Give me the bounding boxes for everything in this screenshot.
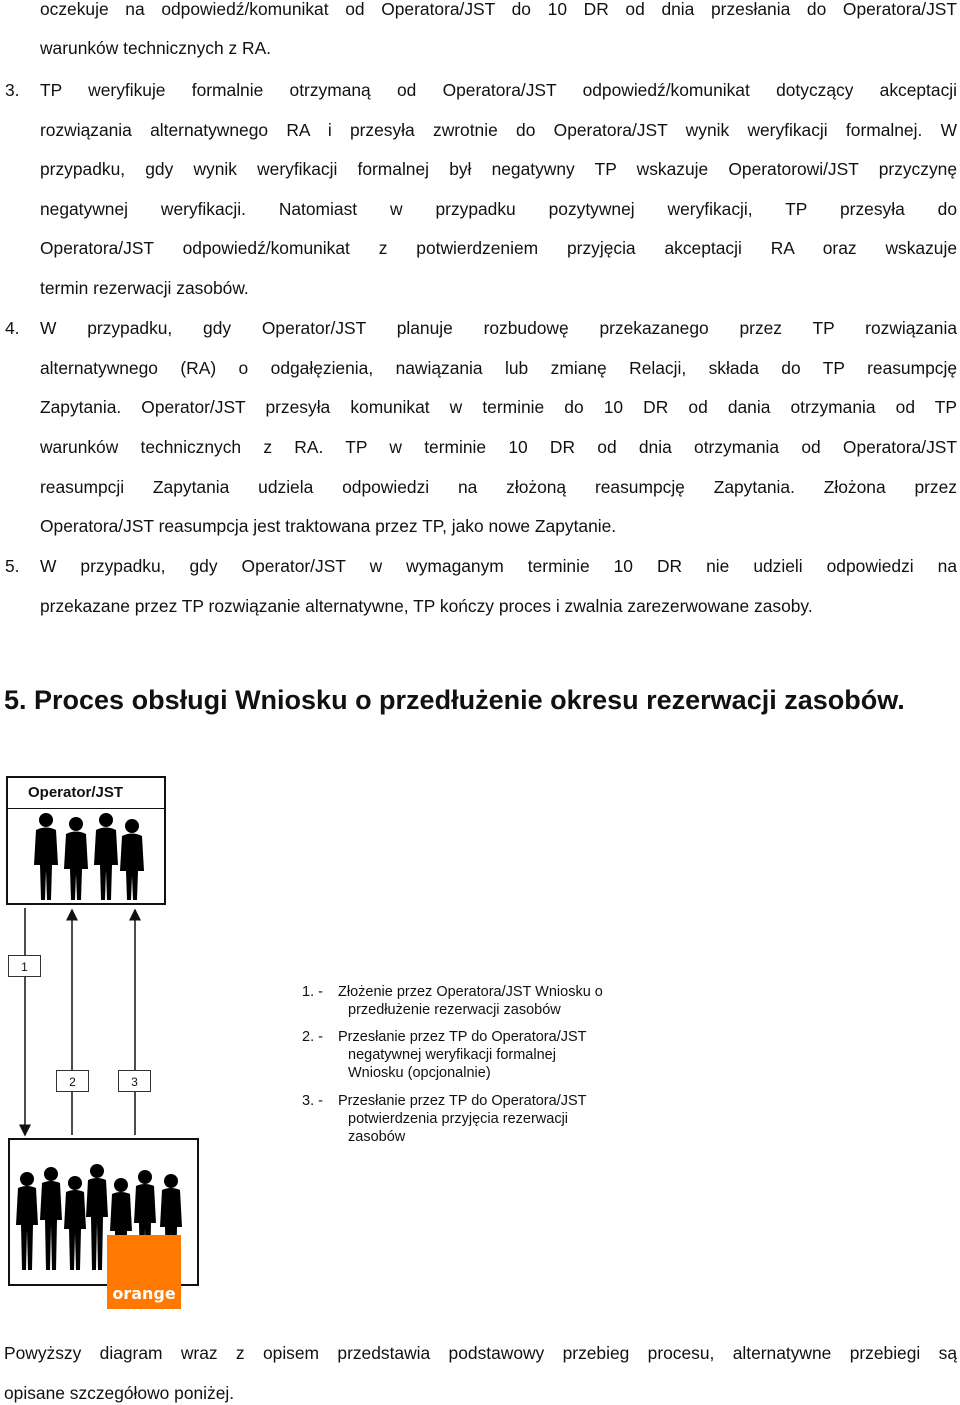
- text-line: przypadku, gdy wynik weryfikacji formalnej był negatywny TP wskazuje Operatorowi/JST przyczynę: [40, 159, 957, 179]
- text-line: W przypadku, gdy Operator/JST w wymaganym terminie 10 DR nie udzieli odpowiedzi na: [40, 556, 957, 576]
- step-label-1: 1: [8, 955, 41, 977]
- step-text-line: przedłużenie rezerwacji zasobów: [348, 1002, 561, 1018]
- step-description-2: [302, 1028, 587, 1082]
- operator-label: Operator/JST: [8, 778, 164, 809]
- text-line: przekazane przez TP rozwiązanie alternatywne, TP kończy proces i zwalnia zarezerwowane zasoby.: [40, 596, 813, 616]
- orange-logo-text: orange: [112, 1284, 176, 1303]
- step-description-1: [302, 983, 603, 1019]
- text-line: warunków technicznych z RA. TP w terminie 10 DR od dnia otrzymania od Operatora/JST: [40, 437, 957, 457]
- text-line: rozwiązania alternatywnego RA i przesyła zwrotnie do Operatora/JST wynik weryfikacji formalnej. W: [40, 120, 957, 140]
- step-number: 1. -: [302, 984, 323, 1000]
- text-line: warunków technicznych z RA.: [40, 38, 272, 58]
- text-line: TP weryfikuje formalnie otrzymaną od Operatora/JST odpowiedź/komunikat dotyczący akceptacji: [40, 80, 957, 100]
- text-line: Operatora/JST odpowiedź/komunikat z potwierdzeniem przyjęcia akceptacji RA oraz wskazuje: [40, 238, 957, 258]
- text-line: Powyższy diagram wraz z opisem przedstawia podstawowy przebieg procesu, alternatywne przebiegi są: [4, 1343, 957, 1363]
- list-number: 3.: [5, 80, 20, 100]
- process-diagram: [0, 770, 700, 1315]
- step-description-3: [302, 1092, 587, 1146]
- text-line: W przypadku, gdy Operator/JST planuje rozbudowę przekazanego przez TP rozwiązania: [40, 318, 957, 338]
- step-text-line: zasobów: [348, 1129, 406, 1145]
- text-line: reasumpcji Zapytania udziela odpowiedzi na złożoną reasumpcję Zapytania. Złożona przez: [40, 477, 957, 497]
- step-text-line: Wniosku (opcjonalnie): [348, 1065, 491, 1081]
- people-icon: [8, 810, 164, 902]
- step-label-2: 2: [56, 1070, 89, 1092]
- text-line: negatywnej weryfikacji. Natomiast w przypadku pozytywnej weryfikacji, TP przesyła do: [40, 199, 957, 219]
- step-text-line: Przesłanie przez TP do Operatora/JST: [338, 1029, 587, 1045]
- list-number: 5.: [5, 556, 20, 576]
- step-number: 2. -: [302, 1029, 323, 1045]
- step-text-line: Przesłanie przez TP do Operatora/JST: [338, 1093, 587, 1109]
- step-text-line: potwierdzenia przyjęcia rezerwacji: [348, 1111, 569, 1127]
- list-number: 4.: [5, 318, 20, 338]
- orange-logo: [107, 1235, 181, 1309]
- step-text-line: Złożenie przez Operatora/JST Wniosku o: [338, 984, 603, 1000]
- text-line: alternatywnego (RA) o odgałęzienia, nawiązania lub zmianę Relacji, składa do TP reasumpcję: [40, 358, 957, 378]
- text-line: Zapytania. Operator/JST przesyła komunikat w terminie do 10 DR od dania otrzymania od TP: [40, 397, 957, 417]
- step-number: 3. -: [302, 1093, 323, 1109]
- operator-box: [6, 776, 166, 905]
- step-text-line: negatywnej weryfikacji formalnej: [348, 1047, 556, 1063]
- section-heading: 5. Proces obsługi Wniosku o przedłużenie okresu rezerwacji zasobów.: [4, 685, 905, 715]
- text-line: Operatora/JST reasumpcja jest traktowana przez TP, jako nowe Zapytanie.: [40, 516, 617, 536]
- step-label-3: 3: [118, 1070, 151, 1092]
- text-line: termin rezerwacji zasobów.: [40, 278, 249, 298]
- text-line: oczekuje na odpowiedź/komunikat od Operatora/JST do 10 DR od dnia przesłania do Operatora/JST: [40, 0, 957, 19]
- text-line: opisane szczegółowo poniżej.: [4, 1383, 235, 1403]
